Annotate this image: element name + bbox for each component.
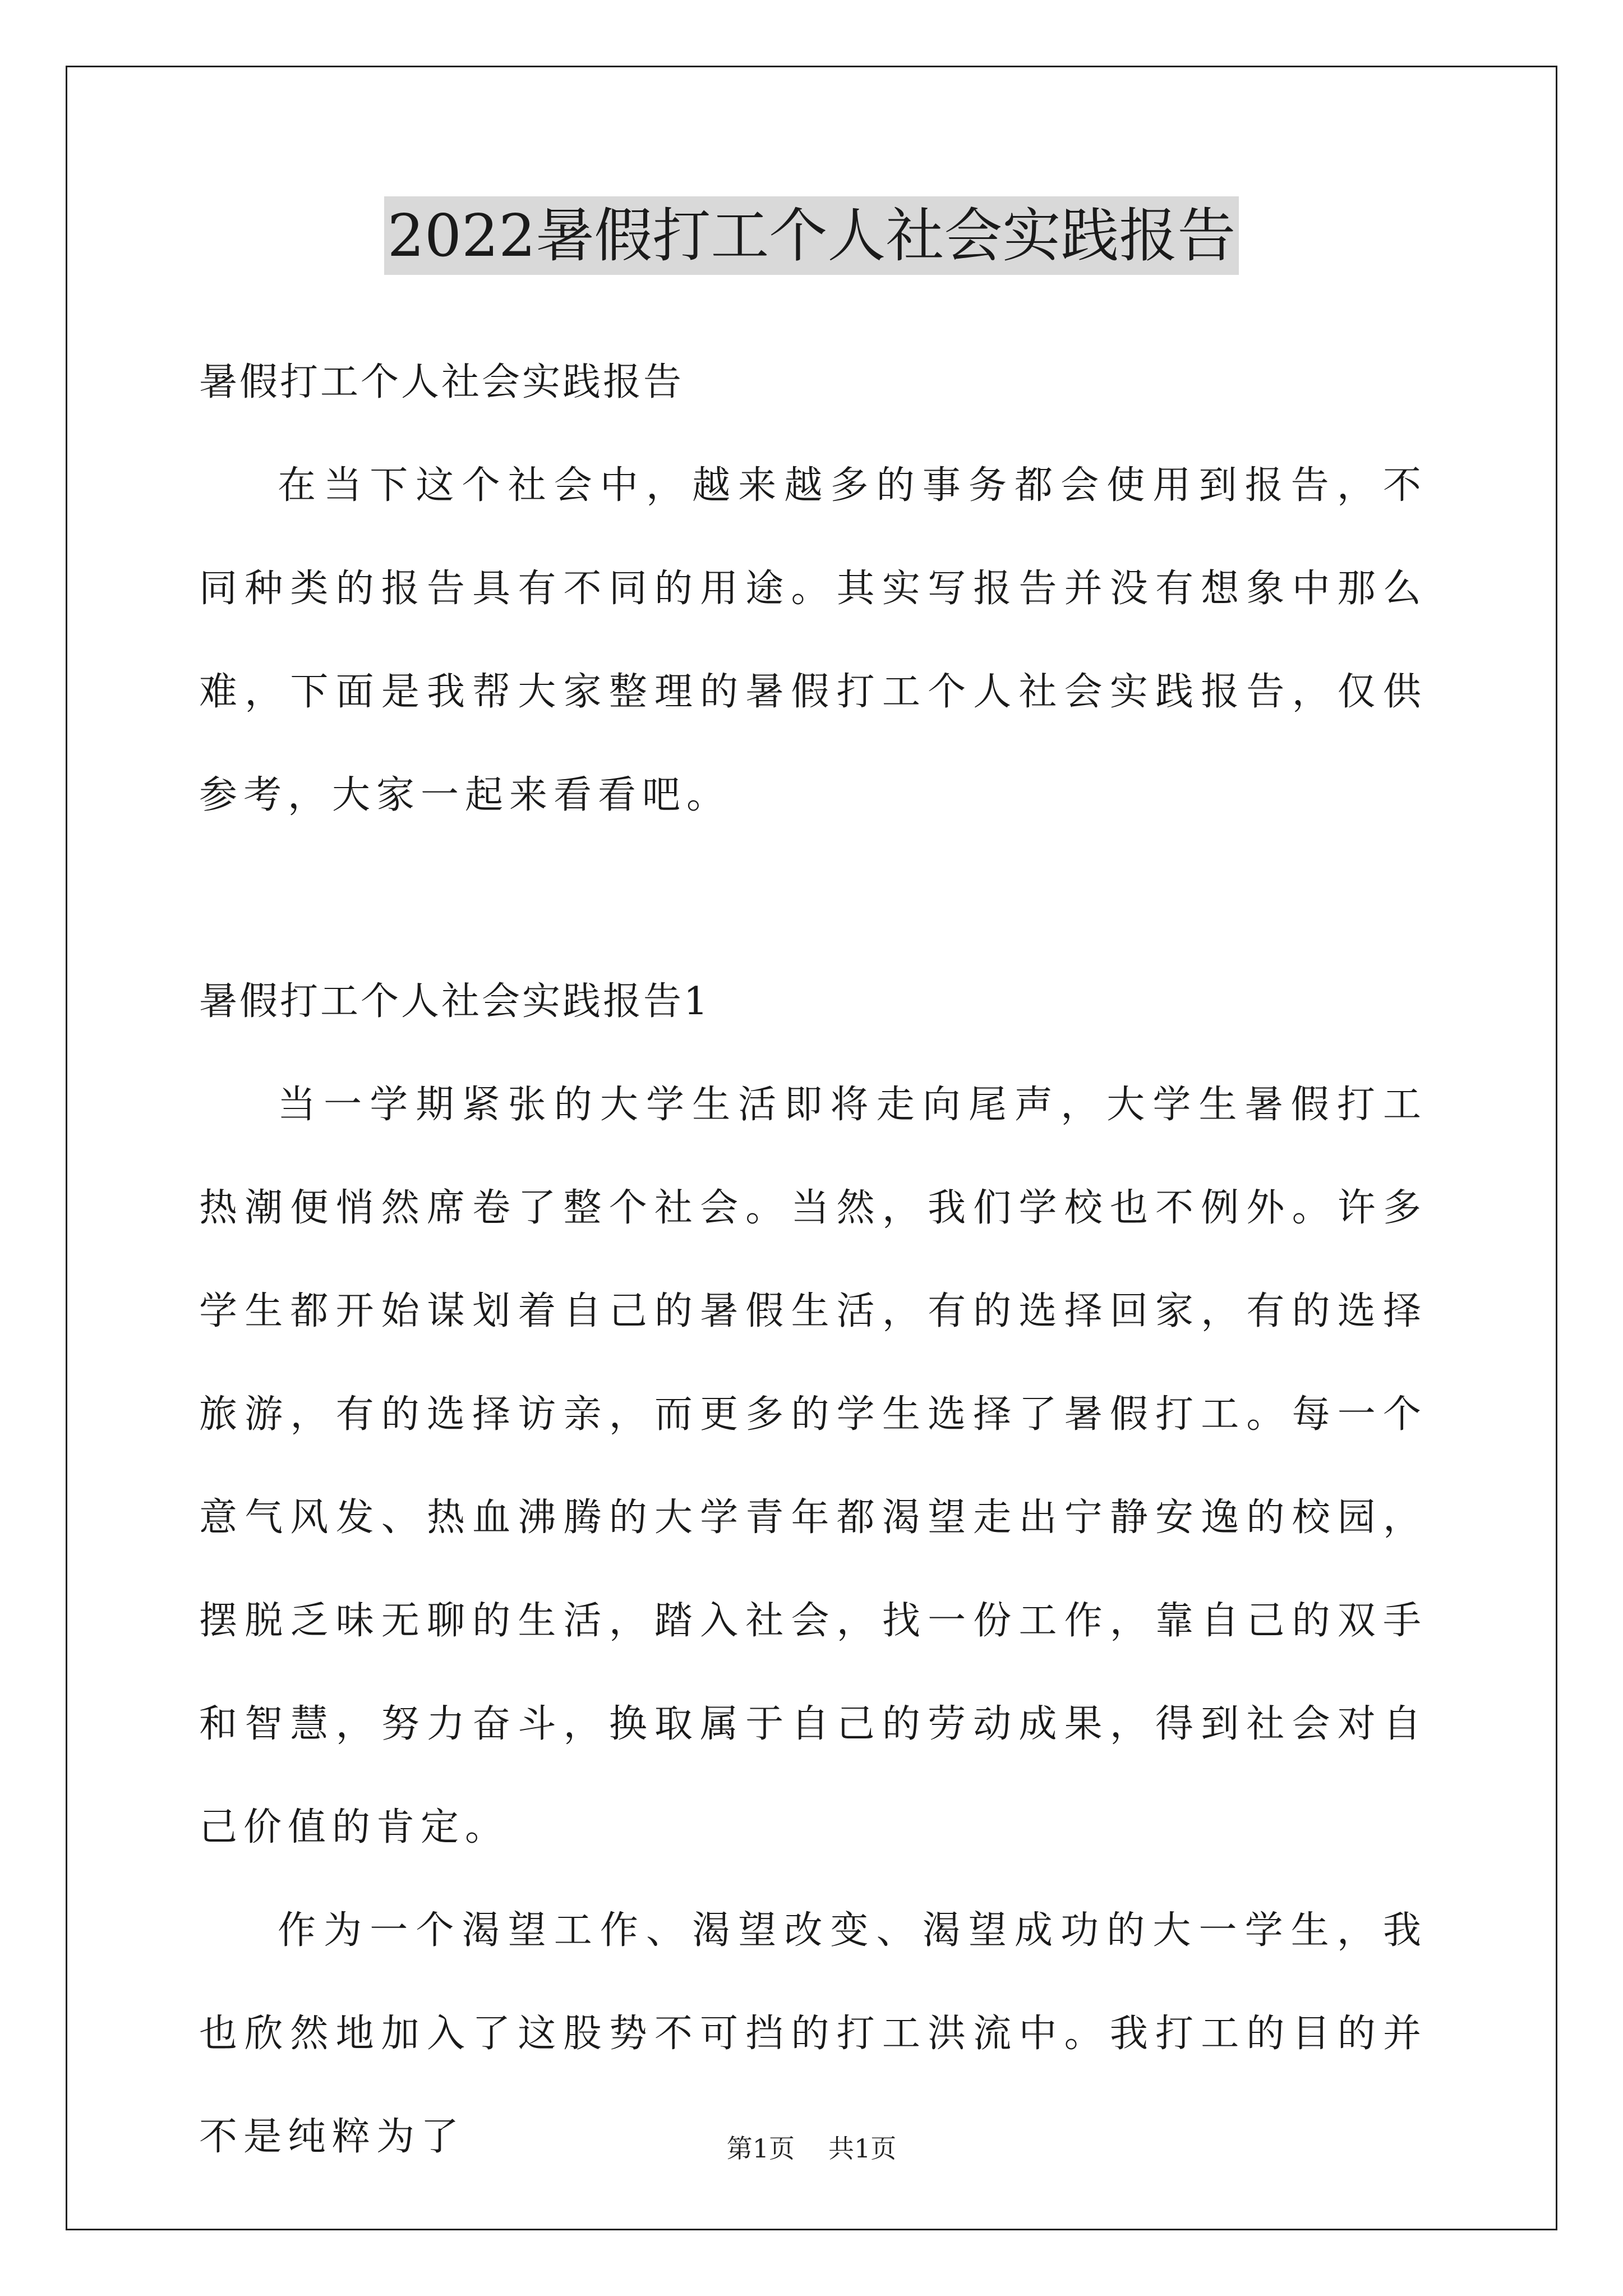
page-total: 共1页 [828, 2133, 897, 2164]
section-gap [199, 847, 1427, 950]
page-number: 第1页 [726, 2133, 795, 2164]
page-footer [0, 2132, 1623, 2165]
document-title: 2022暑假打工个人社会实践报告 [384, 196, 1239, 275]
body-paragraph-2: 作为一个渴望工作、渴望改变、渴望成功的大一学生，我也欣然地加入了这股势不可挡的打工洪流中。我打工的目的并不是纯粹为了 [199, 1908, 1427, 2159]
section-heading: 暑假打工个人社会实践报告1 [199, 979, 711, 1024]
title-container [0, 196, 1623, 275]
body-paragraph-1: 当一学期紧张的大学生活即将走向尾声，大学生暑假打工热潮便悄然席卷了整个社会。当然，我们学校也不例外。许多学生都开始谋划着自己的暑假生活，有的选择回家，有的选择旅游，有的选择访亲，而更多的学生选择了暑假打工。每一个意气风发、热血沸腾的大学青年都渴望走出宁静安逸的校园，摆脱乏味无聊的生活，踏入社会，找一份工作，靠自己的双手和智慧，努力奋斗，换取属于自己的劳动成果，得到社会对自己价值的肯定。 [199, 1083, 1427, 1849]
document-subtitle: 暑假打工个人社会实践报告 [199, 360, 684, 404]
document-body [199, 331, 1427, 2189]
intro-paragraph: 在当下这个社会中，越来越多的事务都会使用到报告，不同种类的报告具有不同的用途。其实写报告并没有想象中那么难，下面是我帮大家整理的暑假打工个人社会实践报告，仅供参考，大家一起来看看吧。 [199, 463, 1427, 817]
